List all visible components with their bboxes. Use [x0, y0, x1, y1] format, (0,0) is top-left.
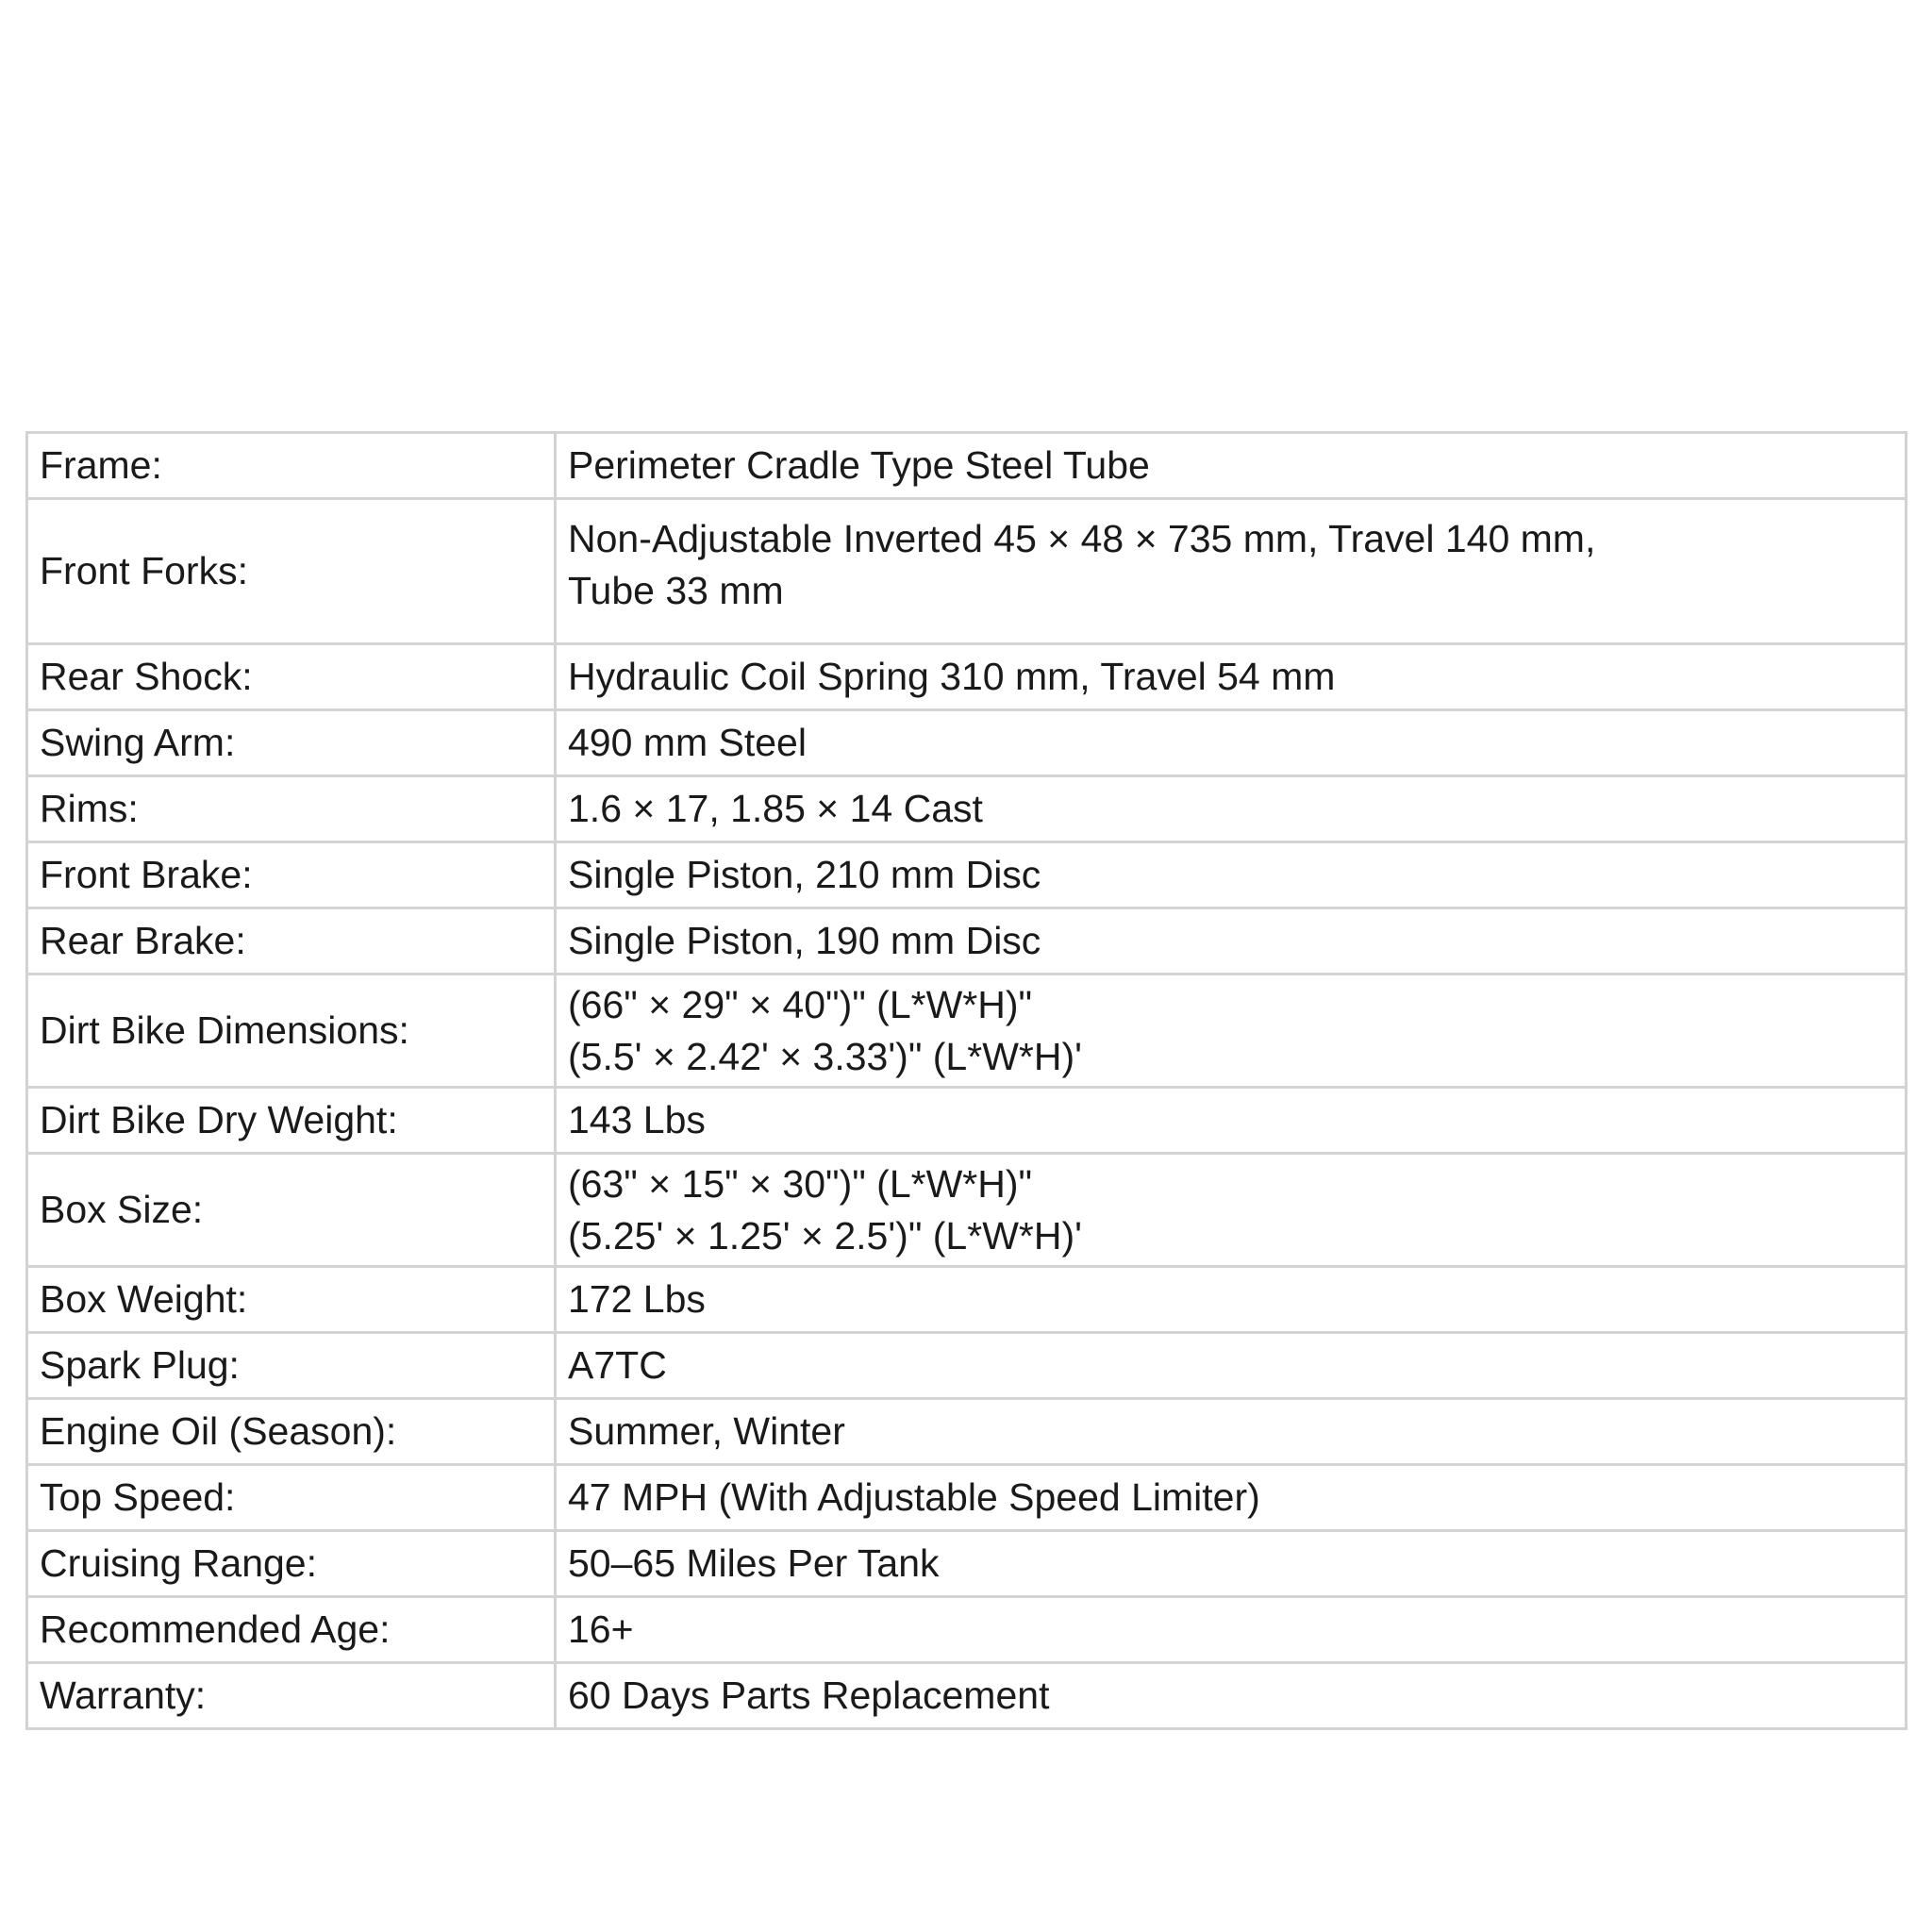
- spec-label: Rear Brake:: [27, 908, 556, 974]
- spec-value-line: A7TC: [568, 1343, 667, 1387]
- spec-label: Cruising Range:: [27, 1531, 556, 1597]
- spec-value: [556, 1088, 1907, 1154]
- spec-label: Swing Arm:: [27, 710, 556, 776]
- spec-value-line: (5.5' × 2.42' × 3.33')" (L*W*H)': [568, 1034, 1082, 1078]
- spec-value: [556, 1154, 1907, 1267]
- spec-value-line: 47 MPH (With Adjustable Speed Limiter): [568, 1475, 1260, 1519]
- spec-value: [556, 433, 1907, 499]
- spec-value-line: Tube 33 mm: [568, 569, 784, 612]
- spec-value: [556, 1267, 1907, 1333]
- spec-label: Rims:: [27, 776, 556, 842]
- spec-value-line: 1.6 × 17, 1.85 × 14 Cast: [568, 787, 983, 830]
- spec-value-line: 50–65 Miles Per Tank: [568, 1541, 940, 1585]
- spec-value-line: 143 Lbs: [568, 1098, 706, 1141]
- spec-value: [556, 776, 1907, 842]
- spec-row-recommended-age: [27, 1597, 1907, 1663]
- spec-label: Frame:: [27, 433, 556, 499]
- spec-row-box-size: [27, 1154, 1907, 1267]
- spec-label: Engine Oil (Season):: [27, 1399, 556, 1465]
- spec-value: [556, 1597, 1907, 1663]
- spec-value-line: (5.25' × 1.25' × 2.5')" (L*W*H)': [568, 1213, 1082, 1257]
- spec-row-rims: [27, 776, 1907, 842]
- spec-value: [556, 974, 1907, 1088]
- spec-label: Front Brake:: [27, 842, 556, 908]
- spec-label: Spark Plug:: [27, 1333, 556, 1399]
- spec-label: Front Forks:: [27, 499, 556, 644]
- spec-value: [556, 499, 1907, 644]
- spec-row-dimensions: [27, 974, 1907, 1088]
- spec-row-front-forks: [27, 499, 1907, 644]
- spec-value-line: Single Piston, 210 mm Disc: [568, 853, 1041, 896]
- spec-value-line: (63" × 15" × 30")" (L*W*H)": [568, 1161, 1033, 1206]
- spec-label: Box Size:: [27, 1154, 556, 1267]
- spec-row-engine-oil: [27, 1399, 1907, 1465]
- spec-value: [556, 908, 1907, 974]
- spec-label: Dirt Bike Dry Weight:: [27, 1088, 556, 1154]
- spec-label: Rear Shock:: [27, 644, 556, 710]
- spec-label: Box Weight:: [27, 1267, 556, 1333]
- spec-value: [556, 644, 1907, 710]
- spec-value-line: (66" × 29" × 40")" (L*W*H)": [568, 982, 1033, 1026]
- spec-value-line: Single Piston, 190 mm Disc: [568, 919, 1041, 962]
- spec-row-spark-plug: [27, 1333, 1907, 1399]
- spec-row-rear-brake: [27, 908, 1907, 974]
- spec-value: [556, 1663, 1907, 1729]
- spec-value: [556, 710, 1907, 776]
- spec-value-line: Hydraulic Coil Spring 310 mm, Travel 54 mm: [568, 655, 1336, 698]
- spec-value: [556, 1399, 1907, 1465]
- spec-row-swing-arm: [27, 710, 1907, 776]
- spec-value-line: Perimeter Cradle Type Steel Tube: [568, 443, 1150, 487]
- spec-table: [25, 431, 1907, 1730]
- spec-row-dry-weight: [27, 1088, 1907, 1154]
- spec-row-box-weight: [27, 1267, 1907, 1333]
- spec-row-top-speed: [27, 1465, 1907, 1531]
- spec-row-front-brake: [27, 842, 1907, 908]
- spec-label: Dirt Bike Dimensions:: [27, 974, 556, 1088]
- spec-row-frame: [27, 433, 1907, 499]
- spec-label: Top Speed:: [27, 1465, 556, 1531]
- spec-row-warranty: [27, 1663, 1907, 1729]
- spec-value-line: 490 mm Steel: [568, 721, 807, 764]
- spec-value-line: 60 Days Parts Replacement: [568, 1674, 1050, 1717]
- spec-value: [556, 1333, 1907, 1399]
- spec-value: [556, 1465, 1907, 1531]
- spec-value-line: 16+: [568, 1607, 634, 1651]
- spec-value: [556, 1531, 1907, 1597]
- spec-row-rear-shock: [27, 644, 1907, 710]
- spec-value-line: 172 Lbs: [568, 1277, 706, 1321]
- spec-label: Warranty:: [27, 1663, 556, 1729]
- spec-value-line: Summer, Winter: [568, 1409, 845, 1453]
- spec-value-line: Non-Adjustable Inverted 45 × 48 × 735 mm, Travel 140 mm,: [568, 517, 1596, 560]
- spec-row-cruising-range: [27, 1531, 1907, 1597]
- spec-value: [556, 842, 1907, 908]
- spec-label: Recommended Age:: [27, 1597, 556, 1663]
